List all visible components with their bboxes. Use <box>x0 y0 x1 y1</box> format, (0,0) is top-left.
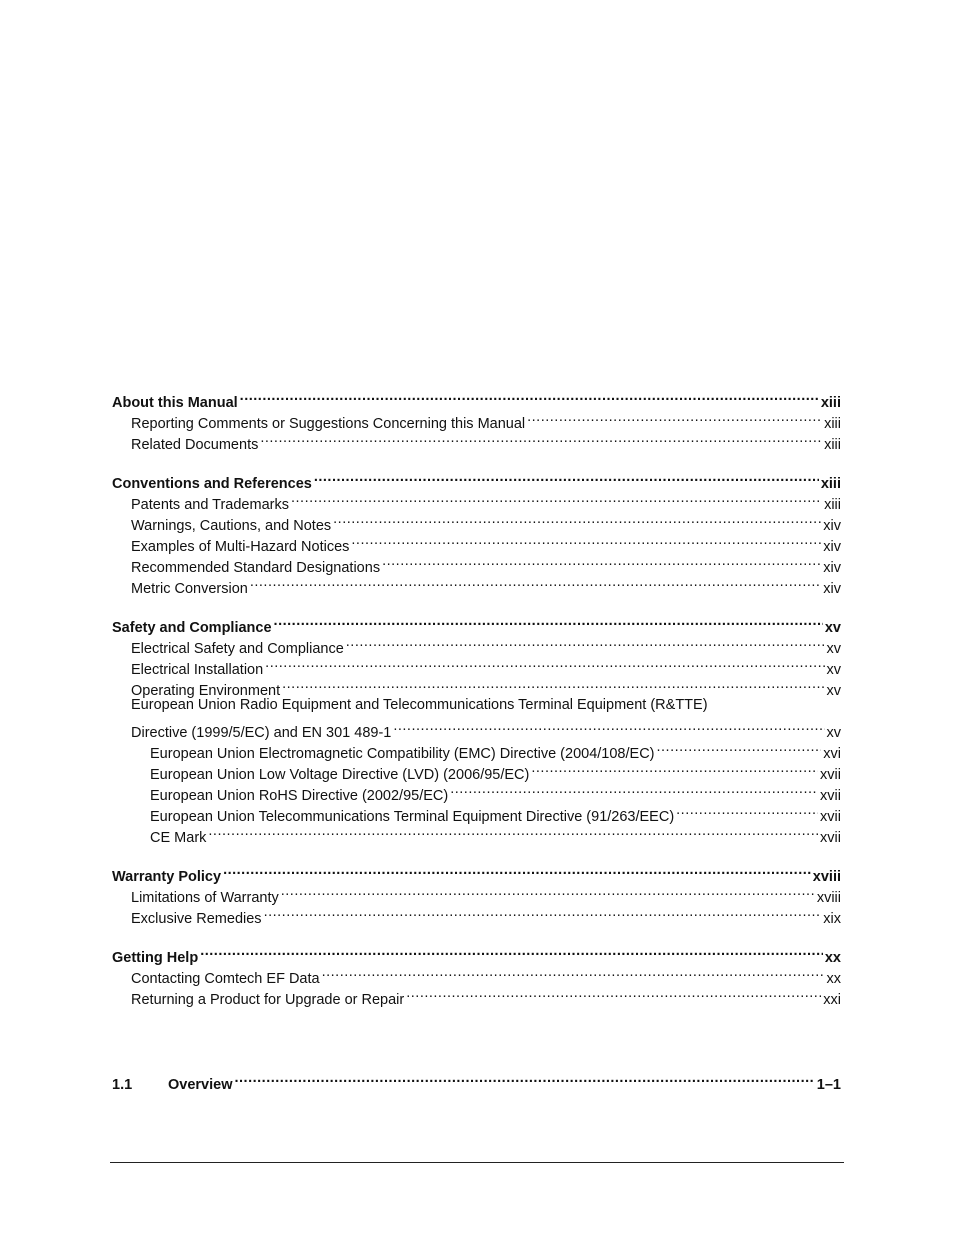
toc-entry-chapter-section[interactable] <box>112 1068 841 1093</box>
toc-entry[interactable] <box>112 860 841 885</box>
toc-entry-page: xx <box>824 950 841 966</box>
dot-leader <box>260 428 822 449</box>
toc-entry-page: xvii <box>820 830 841 846</box>
toc-entry[interactable] <box>112 716 841 741</box>
dot-leader <box>322 962 825 983</box>
toc-entry-title: European Union Electromagnetic Compatibility (EMC) Directive (2004/108/EC) <box>150 746 655 762</box>
toc-entry-title: Electrical Installation <box>131 662 264 678</box>
toc-entry-title: European Union Radio Equipment and Telecommunications Terminal Equipment (R&TTE) <box>131 697 708 713</box>
toc-entry-title: Operating Environment <box>131 683 281 699</box>
toc-entry[interactable] <box>112 386 841 411</box>
toc-entry[interactable] <box>112 962 841 987</box>
toc-entry-page: xiii <box>824 416 841 432</box>
toc-entry-title: Warnings, Cautions, and Notes <box>131 518 332 534</box>
dot-leader <box>235 1068 815 1089</box>
toc-entry-title: Returning a Product for Upgrade or Repair <box>131 992 405 1008</box>
dot-leader <box>351 530 821 551</box>
toc-entry-page: xvii <box>820 767 841 783</box>
toc-entry-page: xvii <box>820 809 841 825</box>
toc-entry[interactable] <box>112 881 841 906</box>
dot-leader <box>274 611 823 632</box>
toc-entry-title: CE Mark <box>150 830 207 846</box>
dot-leader <box>676 800 818 821</box>
toc-entry-page: 1–1 <box>816 1077 841 1093</box>
toc-entry-page: xv <box>824 620 841 636</box>
toc-entry-page: xiv <box>823 518 841 534</box>
dot-leader <box>281 881 815 902</box>
toc-entry-title: Patents and Trademarks <box>131 497 289 513</box>
toc-entry-page: xvii <box>820 788 841 804</box>
toc-entry-title: Electrical Safety and Compliance <box>131 641 344 657</box>
toc-entry-title: Related Documents <box>131 437 259 453</box>
dot-leader <box>346 632 825 653</box>
toc-entry-title: Safety and Compliance <box>112 620 272 636</box>
toc-entry-page: xx <box>826 971 841 987</box>
dot-leader <box>406 983 821 1004</box>
toc-entry-title: Exclusive Remedies <box>131 911 262 927</box>
toc-entry-page: xiv <box>823 581 841 597</box>
toc-entry-title: European Union RoHS Directive (2002/95/EC) <box>150 788 449 804</box>
toc-entry-title: European Union Low Voltage Directive (LVD) (2006/95/EC) <box>150 767 530 783</box>
dot-leader <box>314 467 819 488</box>
toc-entry-title: Examples of Multi-Hazard Notices <box>131 539 350 555</box>
toc-entry-page: xv <box>826 725 841 741</box>
toc-entry-title: Getting Help <box>112 950 199 966</box>
dot-leader <box>200 941 823 962</box>
dot-leader <box>240 386 819 407</box>
toc-entry-title: Conventions and References <box>112 476 312 492</box>
toc-entry-page: xviii <box>816 890 841 906</box>
dot-leader <box>527 407 822 428</box>
dot-leader <box>208 821 818 842</box>
toc-entry-number: 1.1 <box>112 1077 133 1093</box>
dot-leader <box>223 860 811 881</box>
toc-entry-page: xiii <box>820 395 841 411</box>
dot-leader <box>393 716 824 737</box>
dot-leader <box>265 653 824 674</box>
toc-entry-page: xv <box>826 641 841 657</box>
toc-entry-title: Overview <box>168 1077 233 1093</box>
toc-entry-page: xiii <box>824 497 841 513</box>
footer-divider <box>110 1162 844 1163</box>
dot-leader <box>250 572 821 593</box>
dot-leader <box>450 779 818 800</box>
toc-entry-page: xv <box>826 683 841 699</box>
toc-entry-page: xviii <box>812 869 841 885</box>
toc-entry-title: Reporting Comments or Suggestions Concerning this Manual <box>131 416 526 432</box>
toc-entry-page: xix <box>823 911 841 927</box>
toc-entry-page: xvi <box>823 746 841 762</box>
toc-entry-page: xiv <box>823 539 841 555</box>
toc-entry-wrapped-line[interactable] <box>112 695 841 716</box>
toc-entry-title: Warranty Policy <box>112 869 222 885</box>
dot-leader <box>282 674 824 695</box>
toc-entry[interactable] <box>112 821 841 846</box>
toc-entry-page: xv <box>826 662 841 678</box>
toc-entry-title: Limitations of Warranty <box>131 890 279 906</box>
toc-entry-title: European Union Telecommunications Terminal Equipment Directive (91/263/EEC) <box>150 809 675 825</box>
toc-entry-title: About this Manual <box>112 395 238 411</box>
dot-leader <box>531 758 818 779</box>
dot-leader <box>291 488 822 509</box>
toc-entry[interactable] <box>112 611 841 636</box>
toc-entry-title: Contacting Comtech EF Data <box>131 971 320 987</box>
toc-entry[interactable] <box>112 467 841 492</box>
toc-entry[interactable] <box>112 941 841 966</box>
toc-entry-title: Metric Conversion <box>131 581 248 597</box>
table-of-contents <box>112 386 841 1093</box>
dot-leader <box>333 509 821 530</box>
dot-leader <box>264 902 822 923</box>
toc-entry-page: xiii <box>824 437 841 453</box>
dot-leader <box>382 551 821 572</box>
toc-entry-page: xxi <box>823 992 841 1008</box>
dot-leader <box>657 737 822 758</box>
toc-entry-title: Directive (1999/5/EC) and EN 301 489-1 <box>131 725 392 741</box>
toc-entry-title: Recommended Standard Designations <box>131 560 381 576</box>
toc-entry-page: xiv <box>823 560 841 576</box>
toc-entry-page: xiii <box>820 476 841 492</box>
